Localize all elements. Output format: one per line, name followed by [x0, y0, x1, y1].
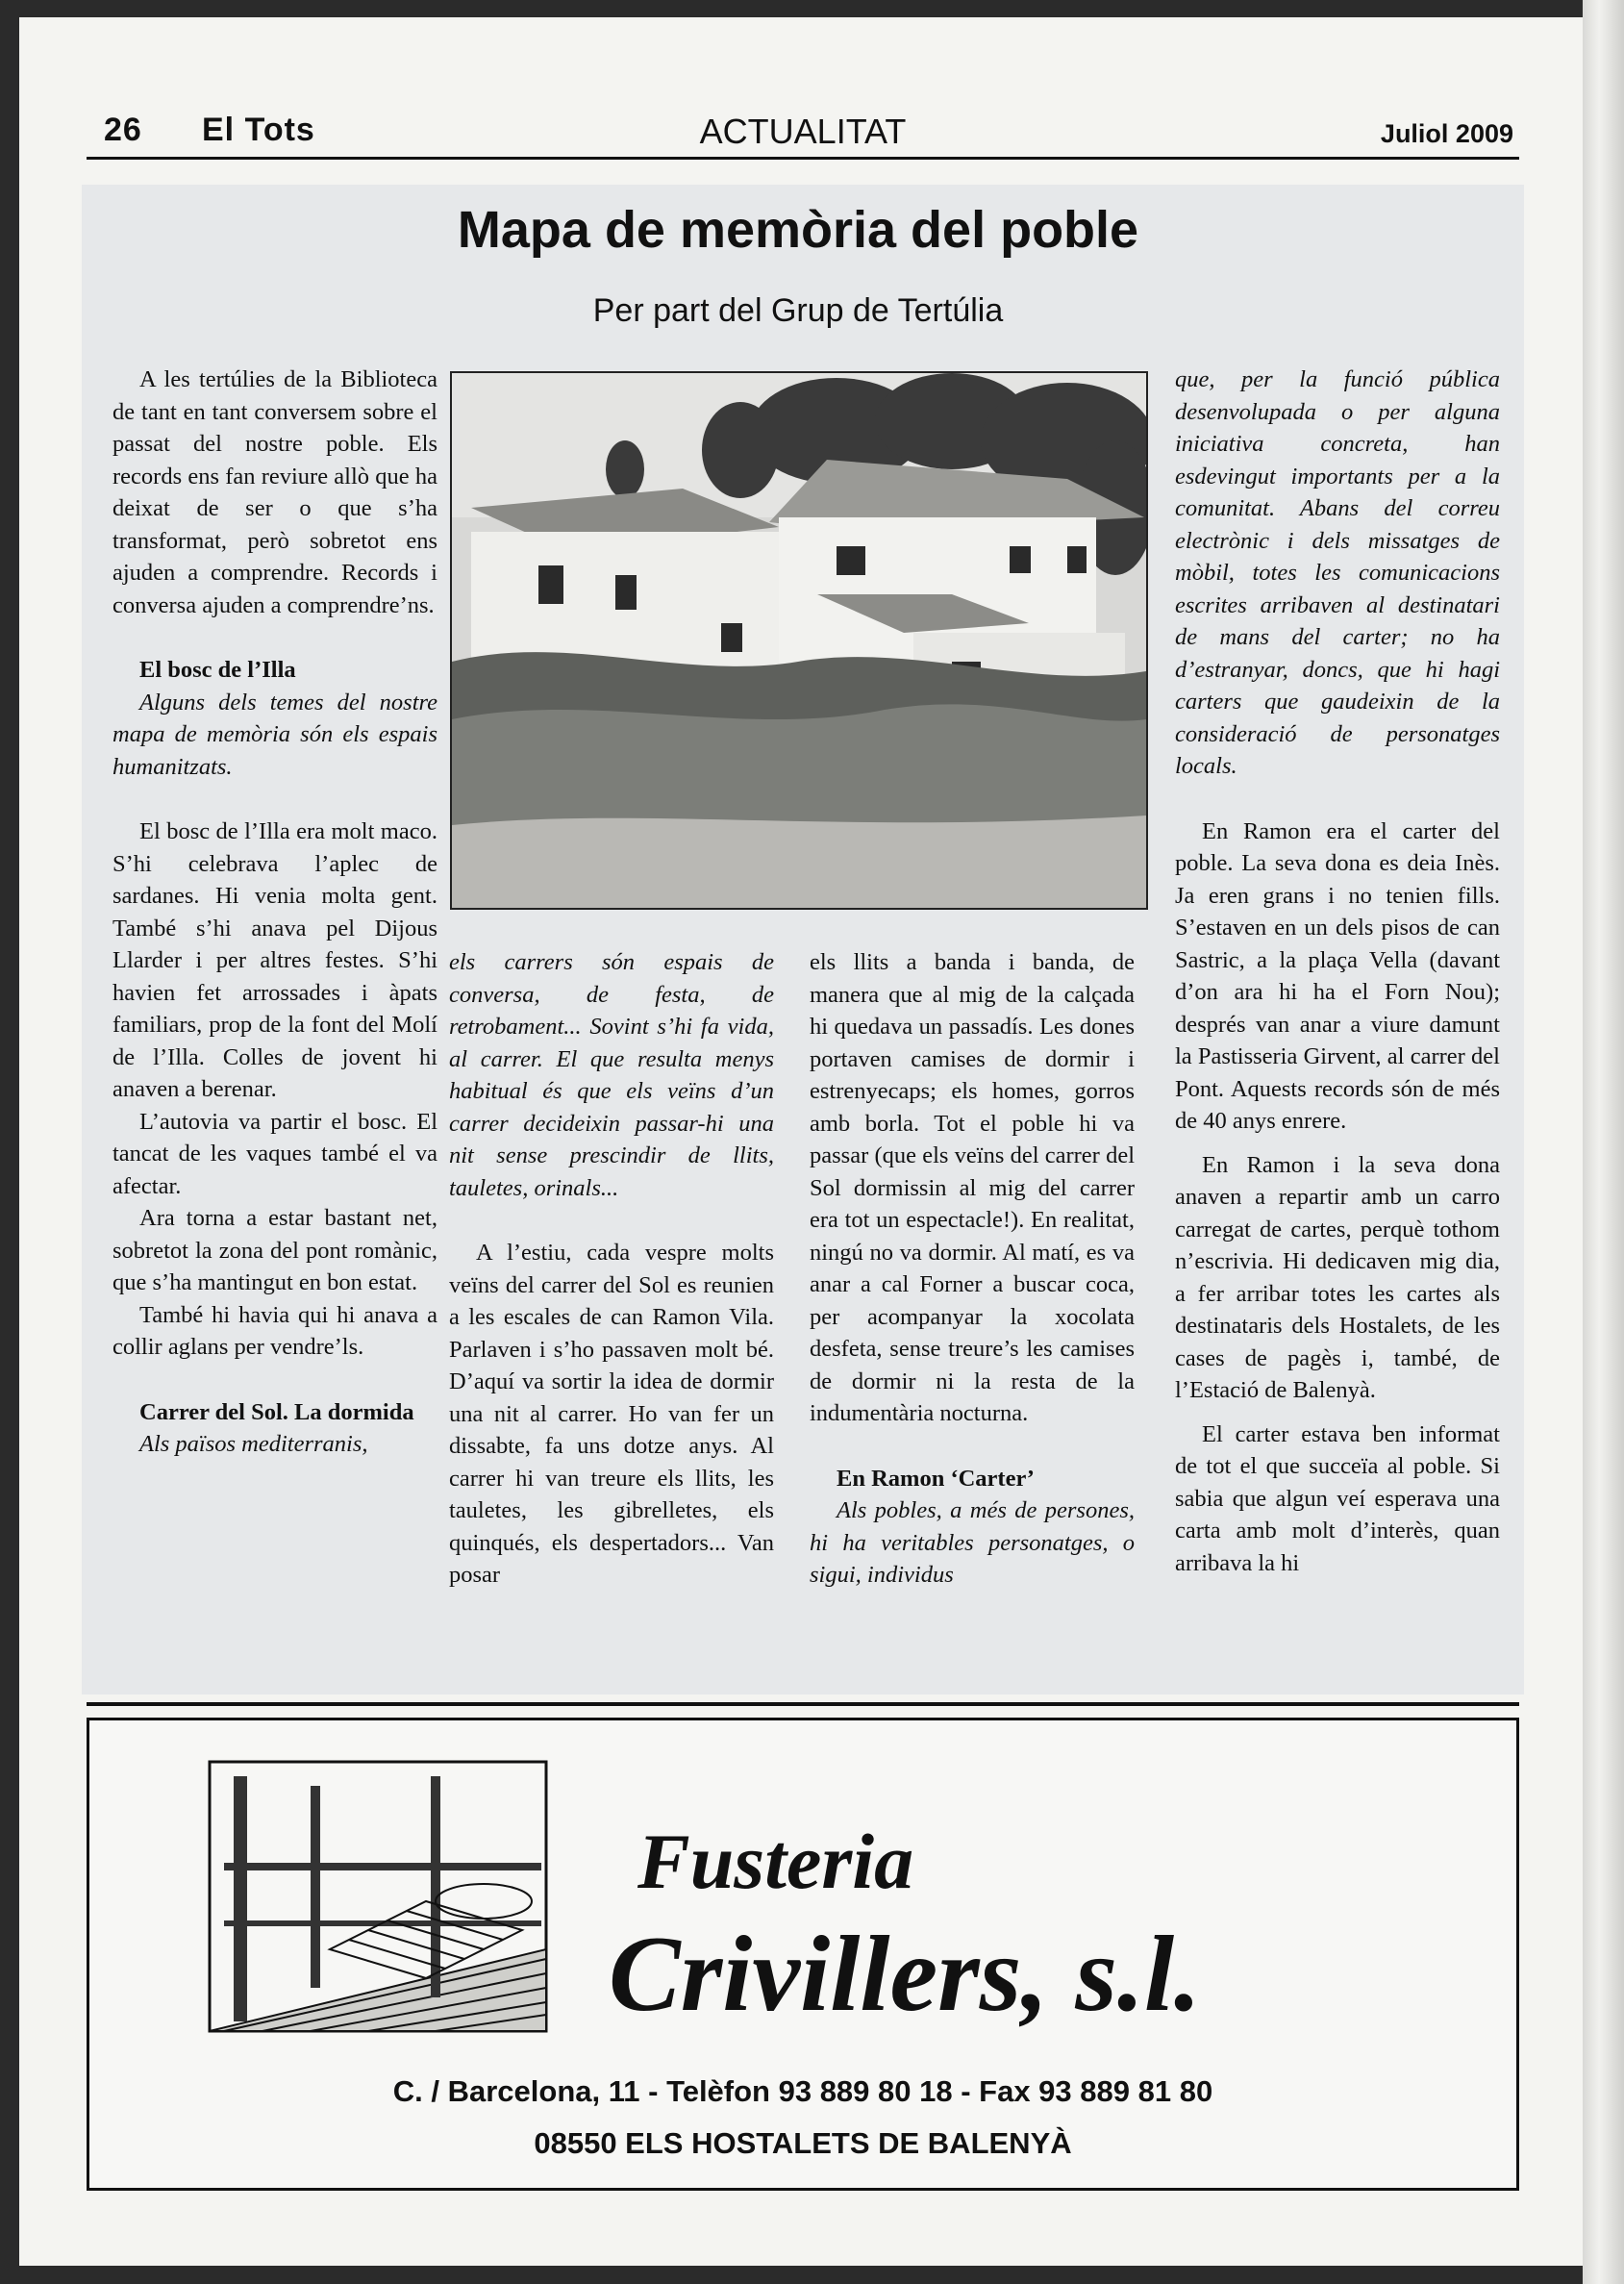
- issue-date: Juliol 2009: [1380, 119, 1513, 148]
- ad-contact-line: C. / Barcelona, 11 - Telèfon 93 889 80 18 - Fax 93 889 81 80: [392, 2074, 1213, 2108]
- ad-company-name-line-1: Fusteria: [637, 1818, 914, 1905]
- section-lead-continued: els carrers són espais de conversa, de festa, de retrobament... Sovint s’hi fa vida, al carrer. El que resulta menys habitual és que els veïns d’un carrer decideixin passar-hi una nit sense prescindir de llits, tauletes, orinals...: [449, 949, 774, 1201]
- intro-paragraph: A les tertúlies de la Biblioteca de tant en tant conversem sobre el passat del nostre poble. Els records ens fan reviure allò que ha deixat de ser o que s’ha transformat, però sobretot ens ajuden a comprendre. Records i conversa ajuden a comprendre’ns.: [112, 366, 437, 618]
- section-lead-carrer-sol: Als països mediterranis,: [139, 1431, 368, 1457]
- newspaper-page: [19, 17, 1583, 2266]
- adjacent-page-edge: [1583, 0, 1624, 2284]
- section-lead-continued: que, per la funció pública desenvolupada o per alguna iniciativa concreta, han esdevingut importants per a la comunitat. Abans del correu electrònic i dels missatges de mòbil, totes les comunicacions escrites arribaven al destinatari de mans del carter; no ha d’estranyar, doncs, que hi hagi carters que gaudeixin de la consideració de personatges locals.: [1175, 366, 1500, 779]
- page-header: [87, 94, 1519, 162]
- paragraph: L’autovia va partir el bosc. El tancat de les vaques també el va afectar.: [112, 1108, 437, 1199]
- advertisement: [87, 1718, 1519, 2191]
- section-lead-bosc: Alguns dels temes del nostre mapa de memòria són els espais humanitzats.: [112, 689, 437, 780]
- ad-company-name-line-2: Crivillers, s.l.: [609, 1915, 1202, 2034]
- paragraph: A l’estiu, cada vespre molts veïns del carrer del Sol es reunien a les escales de can Ramon Vila. Parlaven i s’ho passaven molt bé. D’aquí va sortir la idea de dormir una nit al carrer. Ho van fer un dissabte, fa uns dotze anys. Al carrer hi van treure els llits, les tauletes, les gibrelletes, els quinqués, els despertadors... Van posar: [449, 1240, 774, 1588]
- article-column-3: [810, 946, 1135, 1592]
- ad-top-rule: [87, 1702, 1519, 1706]
- section-heading-carrer-sol: Carrer del Sol. La dormida: [139, 1398, 414, 1425]
- paragraph: els llits a banda i banda, de manera que al mig de la calçada hi quedava un passadís. Les dones portaven camises de dormir i estrenyecaps; els homes, gorros amb borla. Tot el poble hi va passar (que els veïns del carrer del Sol dormissin al mig del carrer era tot un espectacle!). En realitat, ningú no va dormir. Al matí, es va anar a cal Forner a buscar coca, per acompanyar la xocolata desfeta, sense treure’s les camises de dormir ni la resta de la indumentària nocturna.: [810, 949, 1135, 1426]
- article-title: Mapa de memòria del poble: [457, 201, 1139, 259]
- paragraph: El carter estava ben informat de tot el que succeïa al poble. Si sabia que algun veí esperava una carta amb molt d’interès, quan arribava la hi: [1175, 1420, 1500, 1576]
- page-number: 26: [104, 112, 142, 148]
- carpentry-logo-icon: [205, 1757, 551, 2036]
- paragraph: En Ramon i la seva dona anaven a repartir amb un carro carregat de cartes, perquè tothom n’escrivia. Hi dedicaven mig dia, a fer arribar totes les cartes als destinataris dels Hostalets, de les cases de pagès i, també, de l’Estació de Balenyà.: [1175, 1151, 1500, 1403]
- article-column-2: [449, 946, 774, 1592]
- ad-city-line: 08550 ELS HOSTALETS DE BALENYÀ: [534, 2126, 1072, 2160]
- article-subtitle: Per part del Grup de Tertúlia: [592, 292, 1004, 329]
- publication-name: El Tots: [202, 112, 315, 148]
- paragraph: El bosc de l’Illa era molt maco. S’hi celebrava l’aplec de sardanes. Hi venia molta gent. També s’hi anava pel Dijous Llarder i per altres festes. S’hi havien fet arrossades i àpats familiars, prop de la font del Molí de l’Illa. Colles de jovent hi anaven a berenar.: [112, 818, 437, 1102]
- paragraph: En Ramon era el carter del poble. La seva dona es deia Inès. Ja eren grans i no tenien fills. S’estaven en un dels pisos de can Sastric, a la plaça Vella (davant d’on ara hi ha el Forn Nou); després van anar a viure damunt la Pastisseria Girvent, al carrer del Pont. Aquests records són de més de 40 anys enrere.: [1175, 817, 1500, 1134]
- section-name: ACTUALITAT: [699, 112, 907, 151]
- section-heading-bosc: El bosc de l’Illa: [139, 657, 296, 683]
- village-painting: [450, 371, 1148, 910]
- section-lead-carter: Als pobles, a més de persones, hi ha veritables personatges, o sigui, individus: [810, 1497, 1135, 1588]
- section-heading-carter: En Ramon ‘Carter’: [837, 1465, 1035, 1492]
- header-rule: [87, 157, 1519, 160]
- paragraph: També hi havia qui hi anava a collir aglans per vendre’ls.: [112, 1301, 437, 1360]
- article-column-4: [1175, 364, 1500, 1579]
- article-column-1: [112, 364, 437, 1461]
- paragraph: Ara torna a estar bastant net, sobretot la zona del pont romànic, que s’ha mantingut en bon estat.: [112, 1205, 437, 1295]
